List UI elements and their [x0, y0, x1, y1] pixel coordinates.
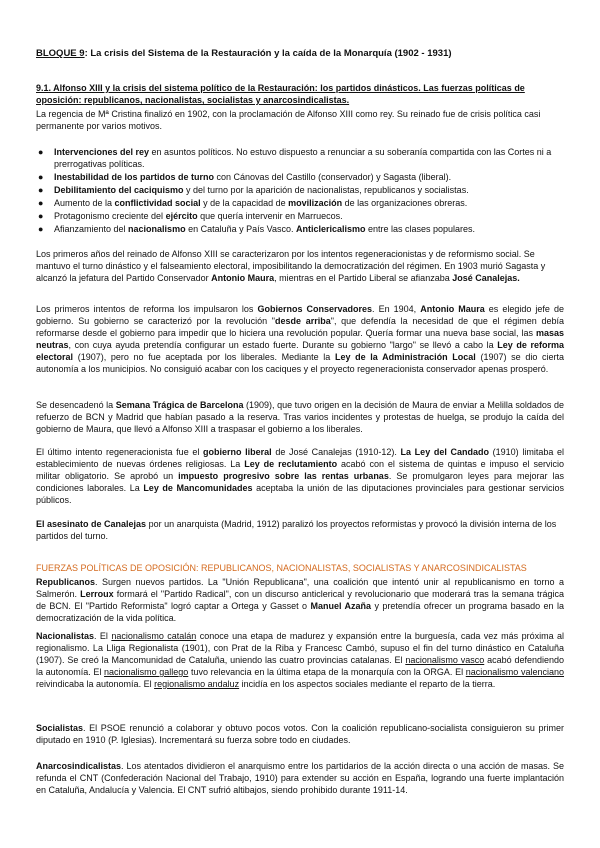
paragraph-republicanos: Republicanos. Surgen nuevos partidos. La "Unión Republicana", una coalición que intentó unir al republicanismo en torno a Salmerón. Lerroux formará el "Partido Radical", con un discurso anticlerical y revolucionario que moderará tras la semana trágica de BCN. El "Partido Reformista" logró captar a Ortega y Gasset o Manuel Azaña y pretendía ofrecer un programa basado en la democratización de la vida política.	[36, 577, 564, 623]
bullet-icon: ●	[38, 198, 44, 208]
paragraph-early-reign: Los primeros años del reinado de Alfonso XIII se caracterizaron por los intentos regeneracionistas y de reformismo social. Se mantuvo el turno dinástico y el falseamiento electoral, imposibilitando la democratización del régimen. En 1903 murió Sagasta y alcanzó la jefatura del Partido Conservador Antonio Maura, mientras en el Partido Liberal se afianzaba José Canalejas.	[36, 249, 546, 283]
document-title	[36, 48, 564, 60]
bloque-label: BLOQUE 9	[36, 48, 85, 59]
paragraph-nacionalistas: Nacionalistas. El nacionalismo catalán conoce una etapa de madurez y expansión entre la burguesía, cada vez más próxima al regionalismo. La Lliga Regionalista (1901), con Prat de la Riba y Francesc Cambó, supuso el fin del turno dinástico en Cataluña (1907). Se creó la Mancomunidad de Cataluña, uniendo las cuatro provincias catalanas. El nacionalismo vasco acabó defendiendo la autonomía. El nacionalismo gallego tuvo relevancia en la última etapa de la monarquía con la ORGA. El nacionalismo valenciano reivindicaba la autonomía. El regionalismo andaluz incidía en los aspectos sociales mediante el reparto de la tierra.	[36, 631, 565, 689]
list-item: ● Aumento de la conflictividad social y de la capacidad de movilización de las organizaciones obreras.	[38, 198, 468, 208]
list-item: ● Debilitamiento del caciquismo y del turno por la aparición de nacionalistas, republicanos y socialistas.	[38, 185, 469, 195]
paragraph-asesinato: El asesinato de Canalejas por un anarquista (Madrid, 1912) paralizó los proyectos reformistas y provocó la división interna de los partidos del turno.	[36, 519, 557, 541]
list-item: ● Intervenciones del rey en asuntos políticos. No estuvo dispuesto a renunciar a su soberanía compartida con las Cortes ni a prerrogativas políticas.	[38, 147, 552, 169]
paragraph-maura: Los primeros intentos de reforma los impulsaron los Gobiernos Conservadores. En 1904, Antonio Maura es elegido jefe de gobierno. Su gobierno se caracterizó por la revolución "desde arriba", que defendía la necesidad de que el régimen debía reformarse desde el gobierno para impedir que lo hiciera una revolución popular. Quería formar una nueva base social, las masas neutras, con cuya ayuda pretendía configurar un estado fuerte. Durante su gobierno "largo" se llevó a cabo la Ley de reforma electoral (1907), pero no fue aceptada por los liberales. Mediante la Ley de la Administración Local (1907) se dio cierta autonomía a los municipios. No consiguió acabar con los caciques y el proyecto regeneracionista conservador apenas prosperó.	[36, 304, 565, 374]
title-text: : La crisis del Sistema de la Restauración y la caída de la Monarquía (1902 - 1931)	[84, 48, 452, 59]
paragraph-semana-tragica: Se desencadenó la Semana Trágica de Barcelona (1909), que tuvo origen en la decisión de Maura de enviar a Melilla soldados de refuerzo de BCN y Madrid que habían pasado a la reserva. Tras varios incidentes y protestas de huelga, se produjo la caída del gobierno de Maura, que llevó a Alfonso XIII a traspasar el gobierno a los liberales.	[36, 400, 564, 434]
intro-paragraph: La regencia de Mª Cristina finalizó en 1902, con la proclamación de Alfonso XIII como rey. Su reinado fue de crisis política casi permanente por varios motivos.	[36, 109, 541, 131]
section-subtitle: 9.1. Alfonso XIII y la crisis del sistema político de la Restauración: los partidos dinásticos. Las fuerzas políticas de oposición: republicanos, nacionalistas, socialistas y anarcosindicalistas.	[36, 83, 525, 105]
paragraph-canalejas: El último intento regeneracionista fue el gobierno liberal de José Canalejas (1910-12). La Ley del Candado (1910) limitaba el establecimiento de nuevas órdenes religiosas. La Ley de reclutamiento acabó con el sistema de quintas e impuso el servicio militar obligatorio. Se aprobó un impuesto progresivo sobre las rentas urbanas. Se promulgaron leyes para mejorar las condiciones laborales. La Ley de Mancomunidades aceptaba la unión de las diputaciones provinciales para gestionar servicios públicos.	[36, 447, 565, 505]
bullet-icon: ●	[38, 147, 44, 157]
list-item: ● Inestabilidad de los partidos de turno con Cánovas del Castillo (conservador) y Sagasta (liberal).	[38, 172, 452, 182]
bullet-icon: ●	[38, 211, 44, 221]
bullet-icon: ●	[38, 224, 44, 234]
bullet-icon: ●	[38, 185, 44, 195]
paragraph-socialistas: Socialistas. El PSOE renunció a colaborar y obtuvo pocos votos. Con la coalición republicano-socialista consiguieron su primer diputado en 1910 (P. Iglesias). Incrementará su fuerza sobre todo en ciudades.	[36, 723, 564, 745]
section-heading-oposicion: FUERZAS POLÍTICAS DE OPOSICIÓN: REPUBLICANOS, NACIONALISTAS, SOCIALISTAS Y ANARCOSINDICALISTAS	[36, 563, 527, 573]
causes-list	[36, 146, 564, 236]
list-item: ● Protagonismo creciente del ejército que quería intervenir en Marruecos.	[38, 211, 343, 221]
paragraph-anarcosindicalistas: Anarcosindicalistas. Los atentados dividieron el anarquismo entre los partidarios de la acción directa o una acción de masas. Se refunda el CNT (Confederación Nacional del Trabajo, 1910) para extender su acción en España, logrando una fuerte implantación en Cataluña, Andalucía y Valencia. El CNT sufrió altibajos, siendo prohibido durante 1911-14.	[36, 761, 564, 795]
bullet-icon: ●	[38, 172, 44, 182]
list-item: ● Afianzamiento del nacionalismo en Cataluña y País Vasco. Anticlericalismo entre las clases populares.	[38, 224, 476, 234]
